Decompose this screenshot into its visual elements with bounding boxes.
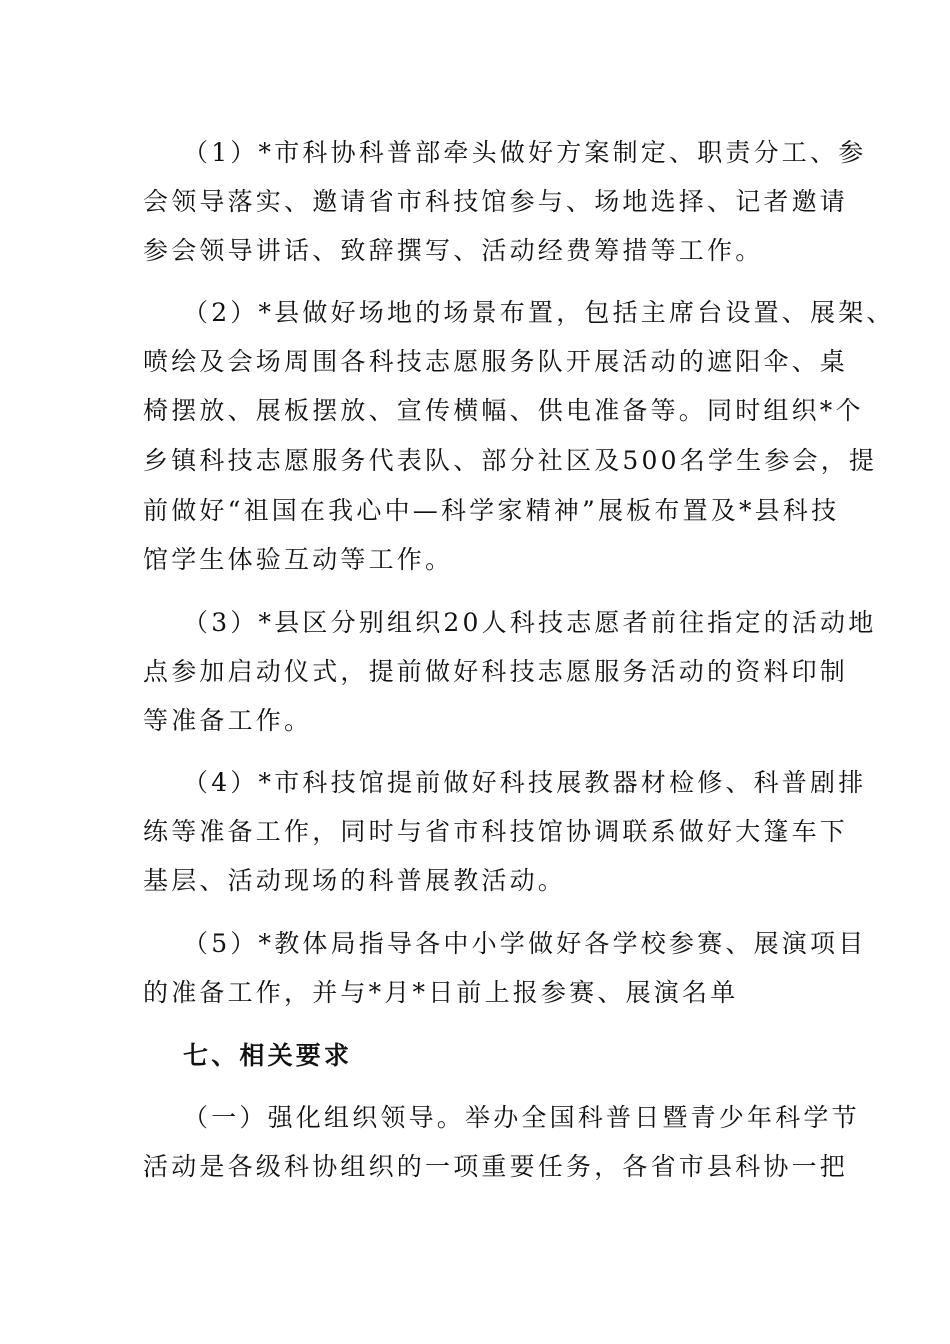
- paragraph-2-line-6: 馆学生体验互动等工作。: [143, 545, 454, 574]
- final-paragraph-line-1: （一）强化组织领导。举办全国科普日暨青少年科学节: [183, 1103, 860, 1132]
- paragraph-5-line-2: 的准备工作，并与*月*日前上报参赛、展演名单: [143, 978, 739, 1007]
- paragraph-4-line-1: （4）*市科技馆提前做好科技展教器材检修、科普剧排: [183, 768, 867, 797]
- paragraph-1-line-1: （1）*市科协科普部牵头做好方案制定、职责分工、参: [183, 138, 867, 167]
- paragraph-5-line-1: （5）*教体局指导各中小学做好各学校参赛、展演项目: [183, 929, 867, 958]
- paragraph-2-line-5: 前做好“祖国在我心中—科学家精神”展板布置及*县科技: [143, 496, 840, 525]
- paragraph-3-line-2: 点参加启动仪式，提前做好科技志愿服务活动的资料印制: [143, 657, 849, 686]
- paragraph-3-line-1: （3）*县区分别组织20人科技志愿者前往指定的活动地: [183, 608, 877, 637]
- paragraph-3-line-3: 等准备工作。: [143, 706, 313, 735]
- paragraph-2-line-1: （2）*县做好场地的场景布置，包括主席台设置、展架、: [183, 298, 895, 327]
- paragraph-1-line-3: 参会领导讲话、致辞撰写、活动经费筹措等工作。: [143, 236, 764, 265]
- paragraph-2-line-3: 椅摆放、展板摆放、宣传横幅、供电准备等。同时组织*个: [143, 396, 864, 425]
- section-heading: 七、相关要求: [183, 1041, 353, 1070]
- paragraph-1-line-2: 会领导落实、邀请省市科技馆参与、场地选择、记者邀请: [143, 187, 849, 216]
- paragraph-2-line-2: 喷绘及会场周围各科技志愿服务队开展活动的遮阳伞、桌: [143, 347, 849, 376]
- paragraph-4-line-2: 练等准备工作，同时与省市科技馆协调联系做好大篷车下: [143, 817, 849, 846]
- final-paragraph-line-2: 活动是各级科协组织的一项重要任务，各省市县科协一把: [143, 1152, 849, 1181]
- paragraph-4-line-3: 基层、活动现场的科普展教活动。: [143, 866, 567, 895]
- paragraph-2-line-4: 乡镇科技志愿服务代表队、部分社区及500名学生参会，提: [143, 446, 878, 475]
